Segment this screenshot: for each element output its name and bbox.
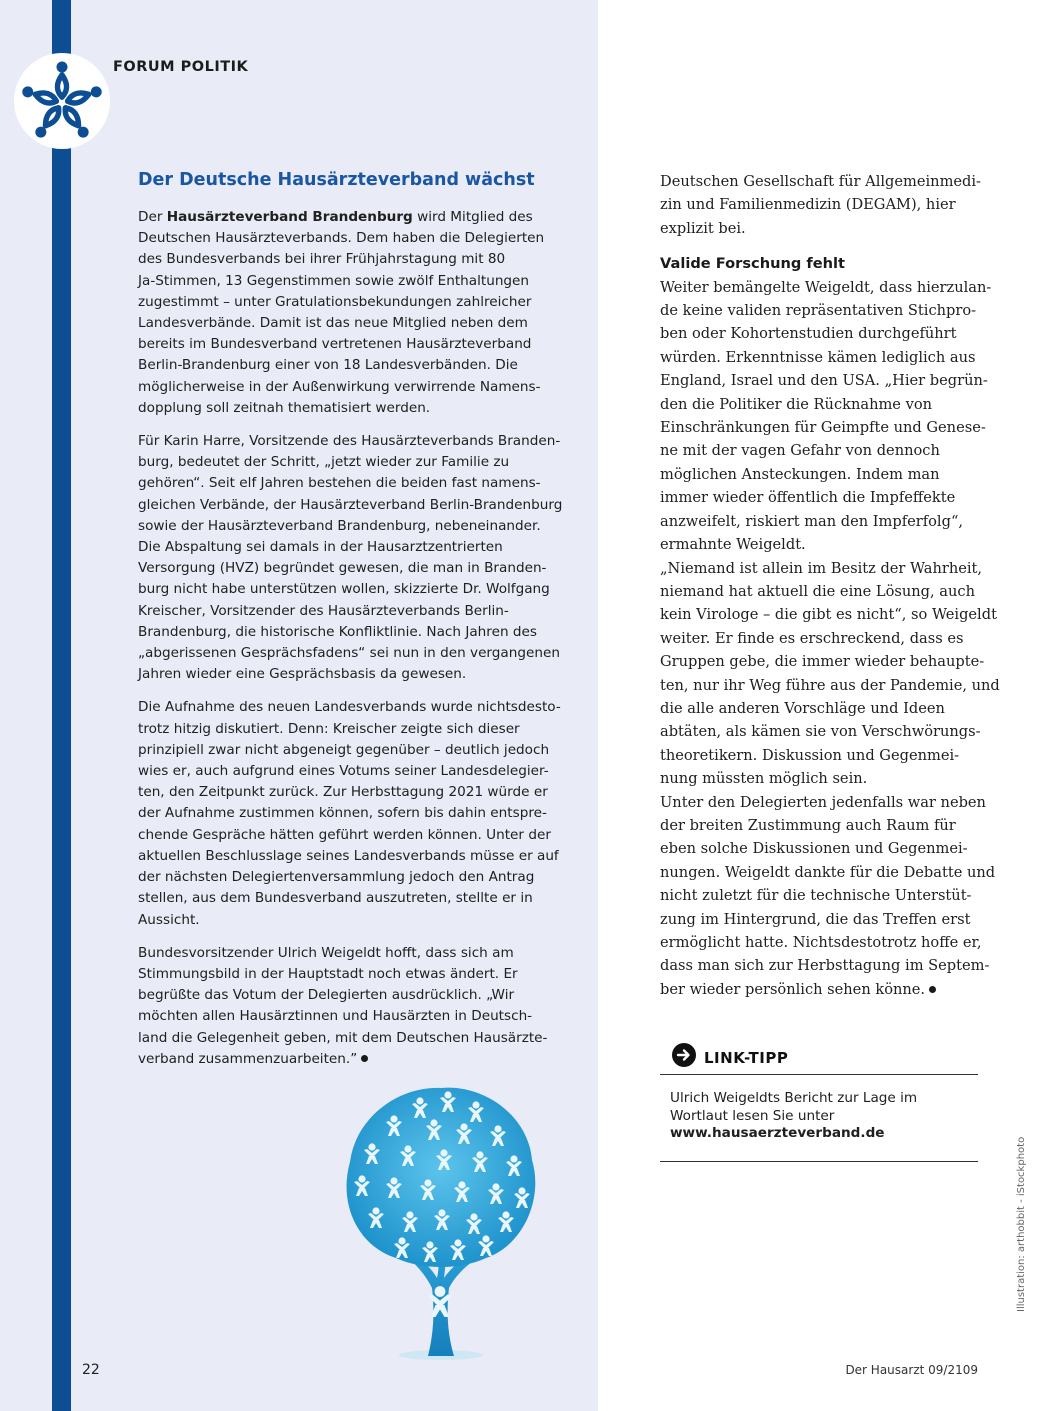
text-line: Deutschen Hausärzteverbands. Dem haben die Delegierten (138, 230, 545, 247)
subheading: Valide Forschung fehlt (660, 255, 846, 273)
text-line: Jahren wieder eine Gesprächsbasis da gewesen. (138, 666, 467, 683)
paragraph-6 (660, 557, 1000, 791)
text-line: Ja-Stimmen, 13 Gegenstimmen sowie zwölf Enthaltungen (138, 272, 530, 289)
text-line: des Bundesverbands bei ihrer Frühjahrstagung mit 80 (138, 251, 506, 268)
text-line: den die Politiker die Rücknahme von (660, 395, 933, 413)
link-tipp-title: LINK-TIPP (704, 1049, 789, 1067)
text-line: abtäten, als kämen sie von Verschwörungs- (660, 723, 981, 741)
text-line: Für Karin Harre, Vorsitzende des Hausärzteverbands Branden- (138, 433, 561, 450)
text-line: burg nicht habe unterstützen wollen, skizzierte Dr. Wolfgang (138, 581, 550, 598)
text-line: nung müssten möglich sein. (660, 770, 868, 788)
text-line: ben oder Kohortenstudien durchgeführt (660, 325, 957, 343)
text-line: trotz hitzig diskutiert. Denn: Kreischer zeigte sich dieser (138, 720, 520, 737)
text-line: prinzipiell zwar nicht abgeneigt gegenüber – deutlich jedoch (138, 741, 550, 758)
text-line: Ulrich Weigeldts Bericht zur Lage im (670, 1090, 918, 1106)
text-line: dass man sich zur Herbsttagung im Septem- (660, 957, 990, 975)
text-line: aktuellen Beschlusslage seines Landesverbands müsse er auf (138, 847, 559, 864)
text-line: gleichen Verbände, der Hausärzteverband Berlin-Brandenburg (138, 496, 563, 513)
text-line: Bundesvorsitzender Ulrich Weigeldt hofft, dass sich am (138, 944, 514, 961)
text-line: chende Gespräche hätten geführt werden können. Unter der (138, 826, 551, 843)
text-line: Unter den Delegierten jedenfalls war neben (660, 793, 986, 811)
text-line: eben solche Diskussionen und Gegenmei- (660, 840, 968, 858)
text-line: begrüßte das Votum der Delegierten ausdrücklich. „Wir (138, 987, 515, 1004)
text-line: Gruppen gebe, die immer wieder behaupte- (660, 653, 985, 671)
text-line: Wortlaut lesen Sie unter (670, 1107, 835, 1124)
text-line: ten, nur ihr Weg führe aus der Pandemie, und (660, 676, 1000, 694)
text-line: würden. Erkenntnisse kämen lediglich aus (660, 348, 976, 366)
text-line: nicht zuletzt für die technische Unterstüt- (660, 887, 972, 905)
text-line: möglicherweise in der Außenwirkung verwirrende Namens- (138, 378, 541, 395)
text-line: Die Aufnahme des neuen Landesverbands wurde nichtsdesto- (138, 699, 561, 716)
link-tipp-box (660, 1040, 978, 1162)
text-line: dopplung soll zeitnah thematisiert werden. (138, 399, 431, 416)
bullet-dot-icon (361, 1055, 368, 1062)
text-line: ber wieder persönlich sehen könne. (660, 978, 990, 1001)
text-line: der breiten Zustimmung auch Raum für (660, 816, 956, 834)
bold-organization-name: Hausärzteverband Brandenburg (166, 209, 413, 225)
bullet-dot-icon (929, 986, 936, 993)
text-line: Einschränkungen für Geimpfte und Genese- (660, 419, 986, 437)
text-line: gehören“. Seit elf Jahren bestehen die beiden fast namens- (138, 475, 541, 492)
people-tree-icon (332, 1074, 550, 1364)
text-line: „abgerissenen Gesprächsfadens“ sei nun in den vergangenen (138, 645, 560, 662)
text-line: stellen, aus dem Bundesverband auszutreten, stellte er in (138, 890, 533, 907)
text-line: die alle anderen Vorschläge und Ideen (660, 699, 945, 717)
paragraph-7 (660, 791, 996, 1002)
text-line: Der Hausärzteverband Brandenburg wird Mitglied des (138, 209, 533, 225)
text-line: sowie der Hausärzteverband Brandenburg, nebeneinander. (138, 517, 541, 534)
text-line: Versorgung (HVZ) begründet gewesen, die man in Branden- (138, 560, 547, 577)
text-line: Kreischer, Vorsitzender des Hausärzteverbands Berlin- (138, 602, 509, 619)
text-line: explizit bei. (660, 219, 746, 237)
paragraph-3 (138, 697, 568, 930)
text-line: möglichen Ansteckungen. Indem man (660, 465, 940, 483)
text-line: Aussicht. (138, 911, 200, 928)
paragraph-2 (138, 431, 568, 685)
illustration-credit: Illustration: arthobbit - iStockphoto (1016, 1136, 1027, 1312)
right-column-text (660, 170, 1000, 1001)
article-headline: Der Deutsche Hausärzteverband wächst (138, 170, 535, 190)
text-line: Stimmungsbild in der Hauptstadt noch etwas ändert. Er (138, 965, 518, 982)
text-line: anzweifelt, riskiert man den Impferfolg“, (660, 512, 964, 530)
section-label: FORUM POLITIK (113, 59, 249, 75)
text-line: möchten allen Hausärztinnen und Hausärzten in Deutsch- (138, 1008, 533, 1025)
text-line: ne mit der vagen Gefahr von dennoch (660, 442, 940, 460)
arrow-right-circle-icon (672, 1043, 696, 1067)
brand-vertical-bar (52, 0, 71, 1411)
text-line: niemand hat aktuell die eine Lösung, auch (660, 582, 975, 600)
hausaerzteverband-logo-icon (14, 53, 110, 149)
text-line: Weiter bemängelte Weigeldt, dass hierzulan- (660, 278, 992, 296)
text-line: ermahnte Weigeldt. (660, 536, 806, 554)
text-line: ermöglicht hatte. Nichtsdestotrotz hoffe er, (660, 934, 982, 951)
paragraph-4 (138, 943, 568, 1070)
text-line: de keine validen repräsentativen Stichpro- (660, 302, 977, 320)
text-line: nungen. Weigeldt dankte für die Debatte und (660, 863, 996, 881)
text-line: land die Gelegenheit geben, mit dem Deutschen Hausärzte- (138, 1029, 548, 1046)
text-line: der Aufnahme zustimmen können, sofern bis dahin entspre- (138, 805, 547, 822)
intro-continuation (660, 170, 990, 240)
text-line: theoretikern. Diskussion und Gegenmei- (660, 746, 960, 764)
text-line: verband zusammenzuarbeiten.” (138, 1049, 568, 1070)
text-line: ten, den Zeitpunkt zurück. Zur Herbsttagung 2021 würde er (138, 784, 548, 801)
text-line: der nächsten Delegiertenversammlung jedoch den Antrag (138, 869, 535, 886)
text-line: bereits im Bundesverband vertretenen Hausärzteverband (138, 336, 532, 353)
publication-issue: Der Hausarzt 09/2109 (845, 1363, 978, 1377)
text-line: England, Israel und den USA. „Hier begrün- (660, 372, 988, 390)
website-link[interactable]: www.hausaerzteverband.de (670, 1125, 885, 1141)
text-line: burg, bedeutet der Schritt, „jetzt wieder zur Familie zu (138, 454, 510, 471)
link-tipp-text (660, 1075, 978, 1162)
text-line: weiter. Er finde es erschreckend, dass es (660, 629, 964, 647)
text-line: Brandenburg, die historische Konfliktlinie. Nach Jahren des (138, 623, 537, 640)
text-line: zugestimmt – unter Gratulationsbekundungen zahlreicher (138, 293, 532, 310)
text-line: kein Virologe – die gibt es nicht“, so Weigeldt (660, 606, 997, 624)
text-line: Landesverbände. Damit ist das neue Mitglied neben dem (138, 315, 528, 332)
text-line: zin und Familienmedizin (DEGAM), hier (660, 196, 956, 214)
text-line: zung im Hintergrund, die das Treffen erst (660, 910, 971, 928)
text-line: wies er, auch aufgrund eines Votums seiner Landesdelegier- (138, 763, 549, 780)
text-line: immer wieder öffentlich die Impfeffekte (660, 489, 956, 507)
text-line: Deutschen Gesellschaft für Allgemeinmedi- (660, 173, 981, 190)
text-line: „Niemand ist allein im Besitz der Wahrheit, (660, 559, 983, 577)
link-tipp-header (660, 1040, 978, 1075)
paragraph-5 (660, 276, 990, 557)
paragraph-1 (138, 207, 568, 419)
page-number: 22 (82, 1362, 100, 1378)
text-line: Die Abspaltung sei damals in der Hausarztzentrierten (138, 539, 503, 556)
text-line: Berlin-Brandenburg einer von 18 Landesverbänden. Die (138, 357, 518, 374)
left-column-text (138, 207, 568, 1082)
